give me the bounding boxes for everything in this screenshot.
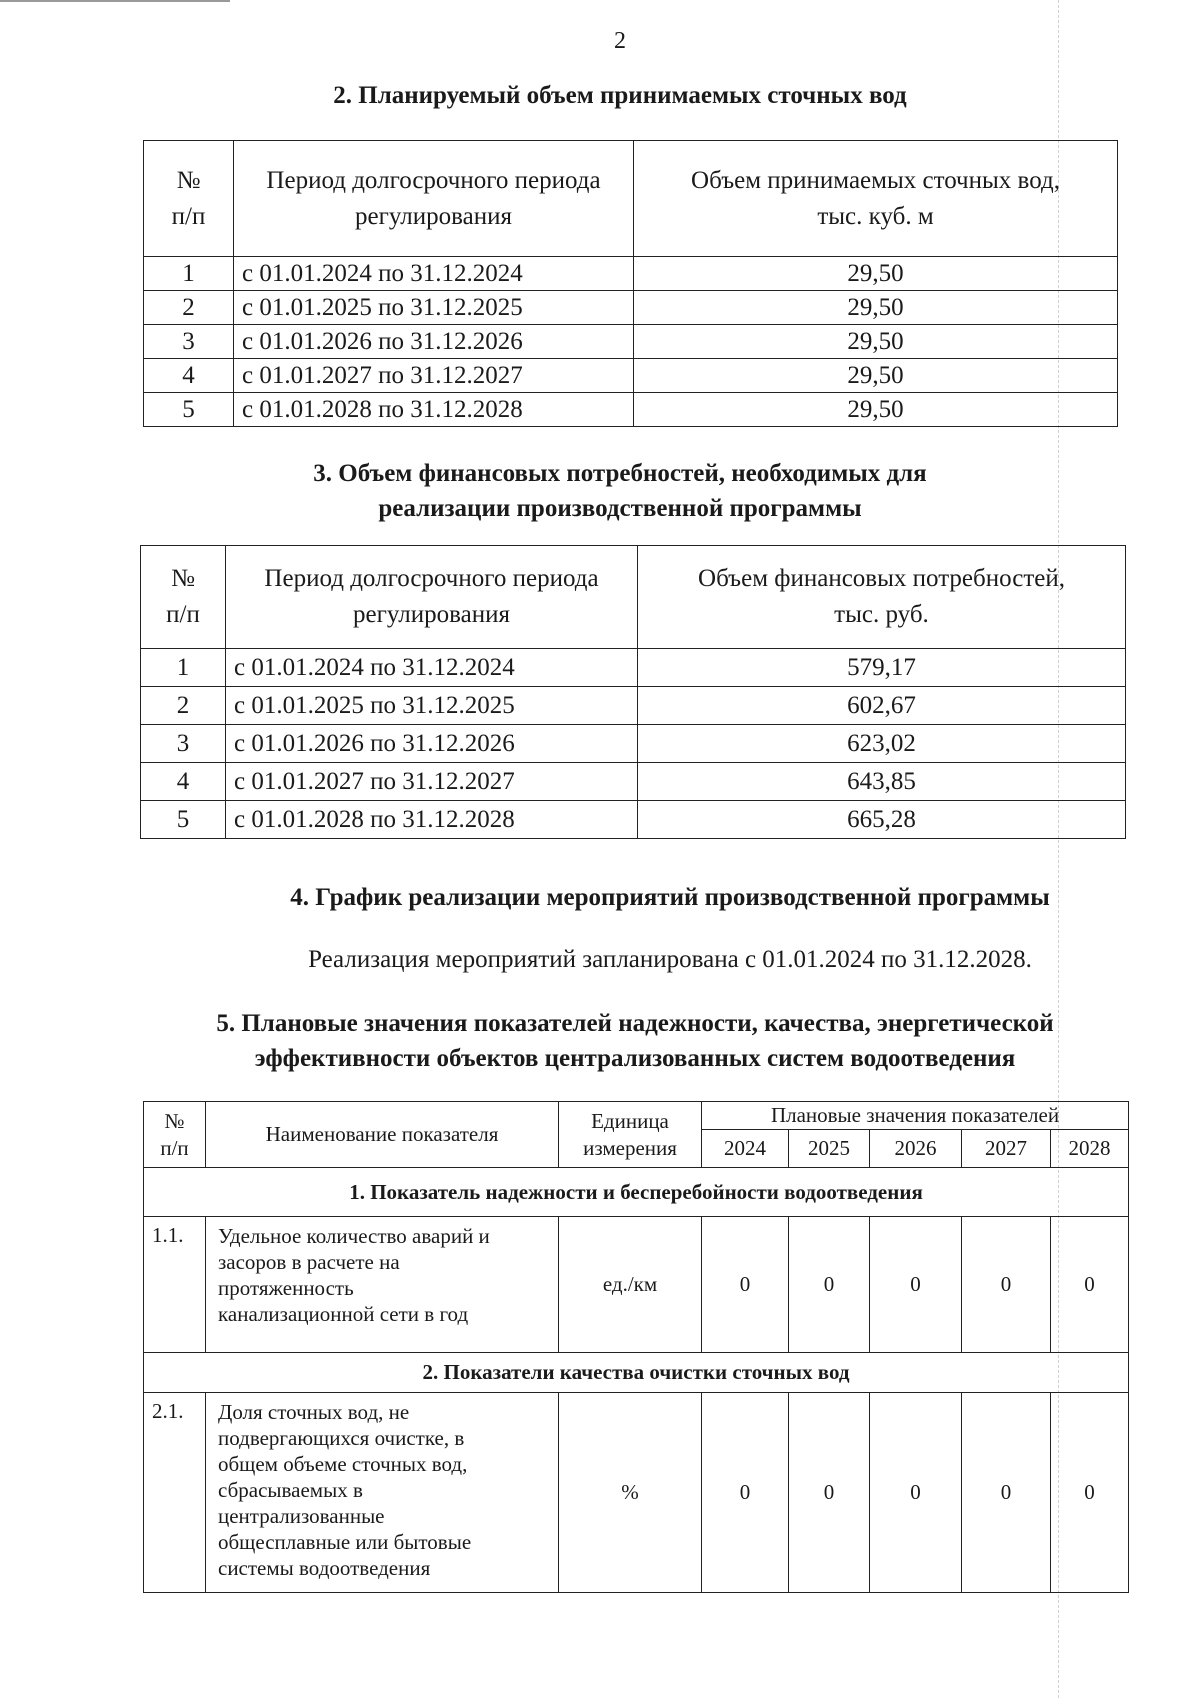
table-row: 2 с 01.01.2025 по 31.12.2025 602,67 [141,687,1126,725]
header-value: Объем финансовых потребностей, тыс. руб. [638,546,1126,649]
table-row: 1 с 01.01.2024 по 31.12.2024 29,50 [144,257,1118,291]
indicator-name: Доля сточных вод, не подвергающихся очистке, в общем объеме сточных вод, сбрасываемых в централизованные общесплавные или бытовые системы водоотведения [206,1393,559,1593]
group-header: 2. Показатели качества очистки сточных вод [144,1353,1129,1393]
unit: ед./км [559,1217,702,1353]
header-num: № п/п [141,546,226,649]
row-number: 2.1. [144,1393,206,1593]
table-row: 3 с 01.01.2026 по 31.12.2026 29,50 [144,325,1118,359]
header-year: 2027 [962,1130,1051,1168]
indicator-name: Удельное количество аварий и засоров в расчете на протяженность канализационной сети в год [206,1217,559,1353]
row-number: 1.1. [144,1217,206,1353]
section-3-table [140,545,1126,839]
table-row: 2.1. Доля сточных вод, не подвергающихся очистке, в общем объеме сточных вод, сбрасываемых в централизованные общесплавные или бытовые системы водоотведения % 0 0 0 0 0 [144,1393,1129,1593]
header-name: Наименование показателя [206,1102,559,1168]
header-year: 2026 [870,1130,962,1168]
section-4-text: Реализация мероприятий запланирована с 01.01.2024 по 31.12.2028. [308,946,1032,973]
unit: % [559,1393,702,1593]
page-number: 2 [614,28,626,54]
header-year: 2024 [702,1130,789,1168]
table-row: 2 с 01.01.2025 по 31.12.2025 29,50 [144,291,1118,325]
group-header: 1. Показатель надежности и бесперебойности водоотведения [144,1168,1129,1217]
header-value: Объем принимаемых сточных вод, тыс. куб. м [634,141,1118,257]
section-5-table [143,1101,1129,1593]
table-row: 1.1. Удельное количество аварий и засоров в расчете на протяженность канализационной сети в год ед./км 0 0 0 0 0 [144,1217,1129,1353]
section-2-title: 2. Планируемый объем принимаемых сточных вод [333,82,907,109]
header-num: № п/п [144,141,234,257]
header-period: Период долгосрочного периода регулирования [234,141,634,257]
header-year: 2028 [1051,1130,1129,1168]
table-row: 1 с 01.01.2024 по 31.12.2024 579,17 [141,649,1126,687]
top-edge-line [0,0,230,2]
section-2-table [143,140,1118,427]
header-year: 2025 [789,1130,870,1168]
table-row: 4 с 01.01.2027 по 31.12.2027 643,85 [141,763,1126,801]
table-row: 4 с 01.01.2027 по 31.12.2027 29,50 [144,359,1118,393]
header-planned: Плановые значения показателей [702,1102,1129,1130]
header-num: № п/п [144,1102,206,1168]
section-4-title: 4. График реализации мероприятий производственной программы [290,884,1050,911]
table-row: 5 с 01.01.2028 по 31.12.2028 665,28 [141,801,1126,839]
table-row: 3 с 01.01.2026 по 31.12.2026 623,02 [141,725,1126,763]
header-period: Период долгосрочного периода регулирования [226,546,638,649]
table-row: 5 с 01.01.2028 по 31.12.2028 29,50 [144,393,1118,427]
header-unit: Единица измерения [559,1102,702,1168]
section-5-title: 5. Плановые значения показателей надежности, качества, энергетической эффективности объектов централизованных систем водоотведения [216,1010,1054,1072]
section-3-title: 3. Объем финансовых потребностей, необходимых для реализации производственной программы [313,460,927,522]
